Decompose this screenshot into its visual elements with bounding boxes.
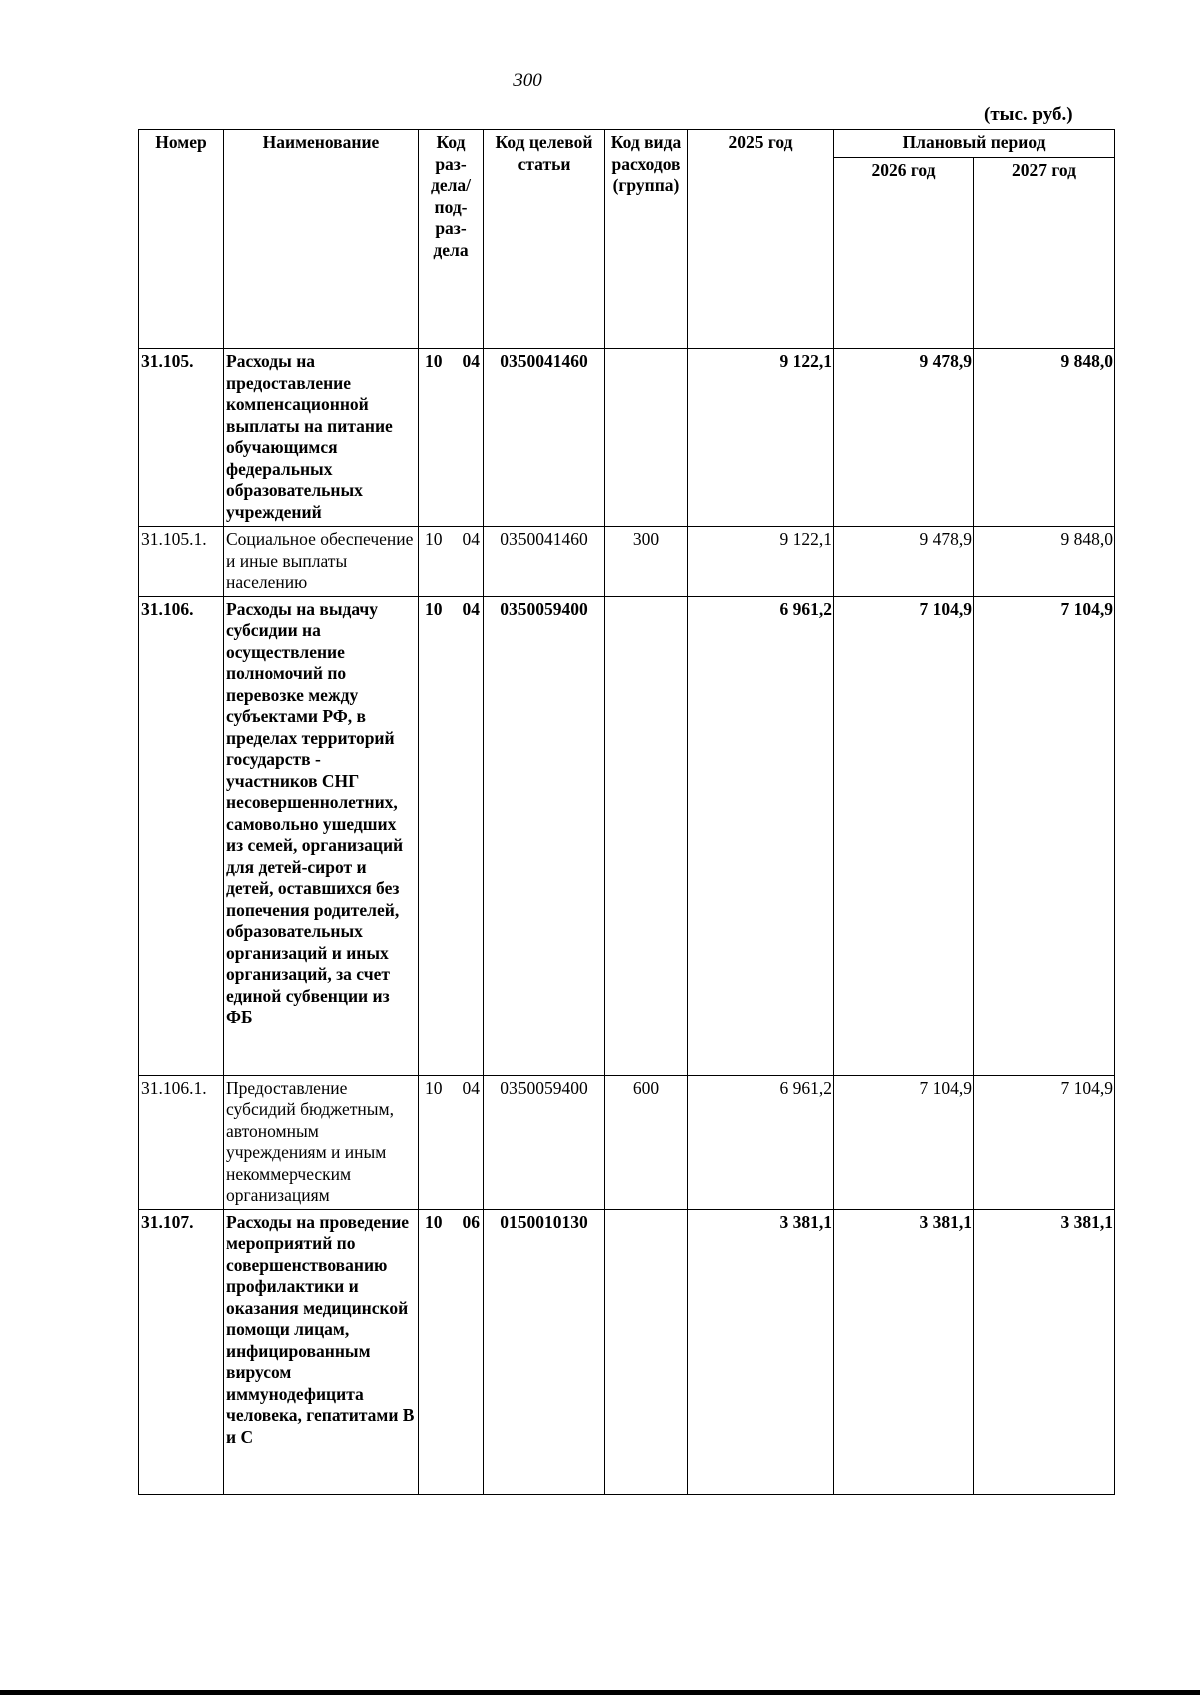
row-amount-2025: 6 961,2 (688, 596, 834, 1075)
row-amount-2026: 9 478,9 (834, 527, 974, 597)
header-year-2027: 2027 год (974, 158, 1115, 349)
section-value: 10 (425, 529, 443, 549)
table-row (139, 1209, 1115, 1494)
table-row (139, 527, 1115, 597)
row-number: 31.107. (139, 1209, 224, 1494)
row-amount-2027: 7 104,9 (974, 1075, 1115, 1209)
row-section-code (419, 596, 484, 1075)
header-year-2025: 2025 год (688, 130, 834, 349)
row-amount-2025: 3 381,1 (688, 1209, 834, 1494)
row-amount-2026: 3 381,1 (834, 1209, 974, 1494)
row-expense-type: 300 (605, 527, 688, 597)
row-section-code (419, 349, 484, 527)
table-row (139, 1075, 1115, 1209)
header-section-code: Код раз-дела/ под-раз-дела (419, 130, 484, 349)
row-expense-type (605, 349, 688, 527)
row-number: 31.106.1. (139, 1075, 224, 1209)
subsection-value: 04 (462, 529, 480, 549)
subsection-value: 04 (462, 598, 480, 619)
row-name: Социальное обеспечение и иные выплаты населению (224, 527, 419, 597)
row-expense-type (605, 1209, 688, 1494)
section-value: 10 (425, 1211, 443, 1232)
section-value: 10 (425, 1077, 443, 1098)
header-year-2026: 2026 год (834, 158, 974, 349)
row-name: Расходы на предоставление компенсационной выплаты на питание обучающимся федеральных образовательных учреждений (224, 349, 419, 527)
row-amount-2026: 7 104,9 (834, 1075, 974, 1209)
row-amount-2026: 7 104,9 (834, 596, 974, 1075)
row-name: Предоставление субсидий бюджетным, автономным учреждениям и иным некоммерческим организациям (224, 1075, 419, 1209)
header-expense-type: Код вида расходов (группа) (605, 130, 688, 349)
row-amount-2026: 9 478,9 (834, 349, 974, 527)
row-amount-2027: 9 848,0 (974, 527, 1115, 597)
row-amount-2025: 6 961,2 (688, 1075, 834, 1209)
scan-bottom-border (0, 1690, 1200, 1695)
row-amount-2025: 9 122,1 (688, 349, 834, 527)
table-row (139, 349, 1115, 527)
row-section-code (419, 1075, 484, 1209)
row-number: 31.105. (139, 349, 224, 527)
subsection-value: 04 (462, 351, 480, 371)
row-amount-2025: 9 122,1 (688, 527, 834, 597)
row-number: 31.105.1. (139, 527, 224, 597)
table-header (139, 130, 1115, 349)
section-value: 10 (425, 598, 443, 619)
row-target-code: 0150010130 (484, 1209, 605, 1494)
row-amount-2027: 7 104,9 (974, 596, 1115, 1075)
row-target-code: 0350059400 (484, 1075, 605, 1209)
row-amount-2027: 9 848,0 (974, 349, 1115, 527)
row-number: 31.106. (139, 596, 224, 1075)
row-target-code: 0350041460 (484, 349, 605, 527)
header-number: Номер (139, 130, 224, 349)
row-name: Расходы на выдачу субсидии на осуществление полномочий по перевозке между субъектами РФ, в пределах территорий государств - участников СНГ несовершеннолетних, самовольно ушедших из семей, организаций для детей-сирот и детей, оставшихся без попечения родителей, образовательных организаций и иных организаций, за счет единой субвенции из ФБ (224, 596, 419, 1075)
budget-table (138, 129, 1115, 1495)
row-target-code: 0350041460 (484, 527, 605, 597)
row-name: Расходы на проведение мероприятий по совершенствованию профилактики и оказания медицинской помощи лицам, инфицированным вирусом иммунодефицита человека, гепатитами B и C (224, 1209, 419, 1494)
header-name: Наименование (224, 130, 419, 349)
subsection-value: 04 (462, 1077, 480, 1098)
subsection-value: 06 (462, 1211, 480, 1232)
row-amount-2027: 3 381,1 (974, 1209, 1115, 1494)
section-value: 10 (425, 351, 443, 371)
row-expense-type: 600 (605, 1075, 688, 1209)
units-label: (тыс. руб.) (984, 104, 1073, 125)
table-row (139, 596, 1115, 1075)
row-section-code (419, 1209, 484, 1494)
row-section-code (419, 527, 484, 597)
header-planning-period: Плановый период (834, 130, 1115, 158)
row-expense-type (605, 596, 688, 1075)
page-number: 300 (513, 70, 542, 91)
header-target-code: Код целевой статьи (484, 130, 605, 349)
row-target-code: 0350059400 (484, 596, 605, 1075)
